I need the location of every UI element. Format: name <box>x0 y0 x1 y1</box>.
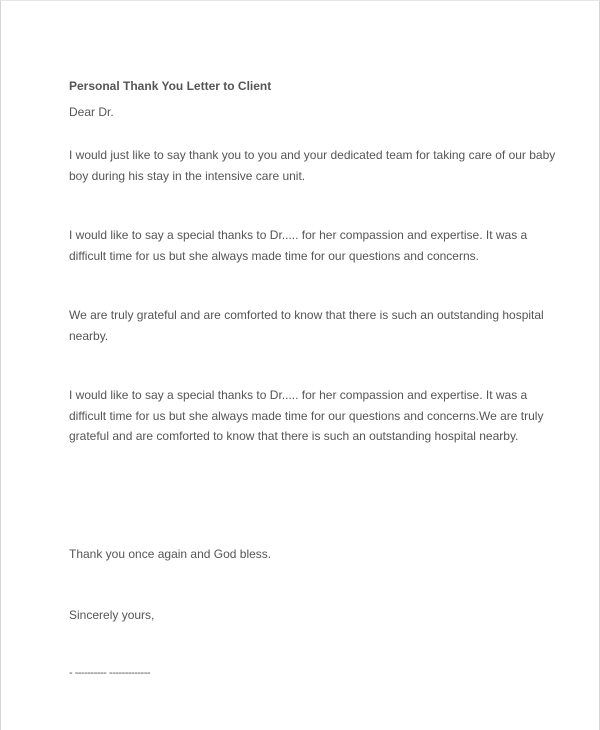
paragraph-special-thanks: I would like to say a special thanks to Dr..... for her compassion and expertise. It was a difficult time for us but she always made time for our questions and concerns. <box>69 228 528 263</box>
signoff: Sincerely yours, <box>69 608 155 622</box>
paragraph-thank-you-team: I would just like to say thank you to you and your dedicated team for taking care of our baby boy during his stay in the intensive care unit. <box>69 148 556 183</box>
paragraph-special-thanks-repeat: I would like to say a special thanks to Dr..... for her compassion and expertise. It was a difficult time for us but she always made time for our questions and concerns.We are truly grateful and are comforted to know that there is such an outstanding hospital nearby. <box>69 388 544 443</box>
signature-line: - ---------- ------------- <box>69 667 151 679</box>
paragraph-grateful: We are truly grateful and are comforted to know that there is such an outstanding hospital nearby. <box>69 308 544 343</box>
letter-title: Personal Thank You Letter to Client <box>69 79 272 93</box>
salutation: Dear Dr. <box>69 105 114 119</box>
closing-line: Thank you once again and God bless. <box>69 547 272 561</box>
